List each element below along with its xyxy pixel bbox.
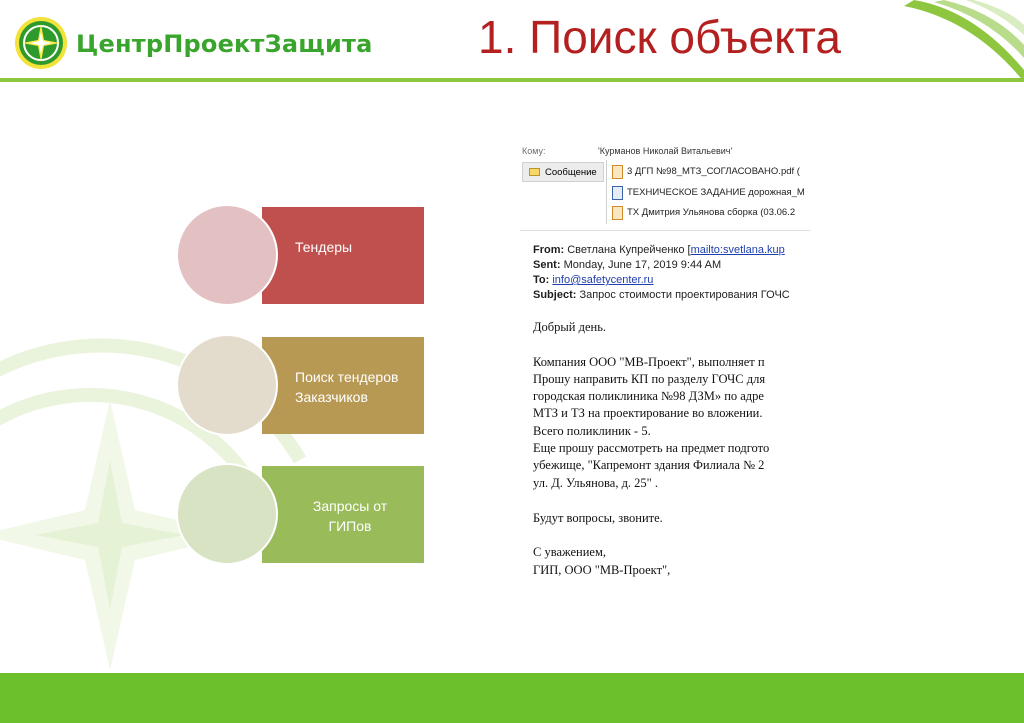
header-swoosh-decoration [904, 0, 1024, 82]
subject-label: Subject: [533, 289, 577, 301]
to-label: Кому: [522, 146, 546, 156]
email-body-line: ул. Д. Ульянова, д. 25" . [533, 476, 659, 490]
footer-bar [0, 673, 1024, 723]
process-card-customer-tenders [262, 337, 424, 434]
process-card-circle [176, 334, 278, 436]
attachment-name: ТХ Дмитрия Ульянова сборка (03.06.2 [627, 207, 796, 218]
sent-value: Monday, June 17, 2019 9:44 AM [563, 259, 722, 271]
email-to-line [533, 274, 653, 286]
to-value: 'Курманов Николай Витальевич' [598, 146, 733, 156]
from-value: Светлана Купрейченко [ [567, 244, 691, 256]
email-subject-line [533, 289, 790, 301]
email-header-divider [520, 230, 810, 231]
from-label: From: [533, 244, 565, 256]
email-recipient-row [522, 144, 810, 162]
email-body-line: Еще прошу рассмотреть на предмет подгото [533, 441, 770, 455]
process-card-label: Поиск тендеров Заказчиков [295, 369, 399, 405]
email-screenshot [520, 140, 810, 595]
email-body-line: Будут вопросы, звоните. [533, 511, 663, 525]
sent-label: Sent: [533, 259, 561, 271]
to2-label: To: [533, 274, 550, 286]
process-card-label: Тендеры [295, 239, 353, 255]
email-body-line: Прошу направить КП по разделу ГОЧС для [533, 372, 766, 386]
to-email-link[interactable]: info@safetycenter.ru [552, 274, 654, 286]
email-body-line: городская поликлиника №98 ДЗМ» по адре [533, 389, 764, 403]
email-body-line: МТЗ и ТЗ на проектирование во вложении. [533, 406, 763, 420]
subject-value: Запрос стоимости проектирования ГОЧС [579, 289, 790, 301]
company-logo-emblem-icon [14, 16, 68, 70]
page-title: 1. Поиск объекта [478, 11, 841, 63]
pdf-file-icon [612, 165, 623, 179]
email-body-line: Компания ООО "МВ-Проект", выполняет п [533, 355, 765, 369]
slide-header [0, 0, 1024, 82]
header-divider-line [0, 78, 1024, 82]
email-body-line: ГИП, ООО "МВ-Проект", [533, 563, 671, 577]
process-card-circle [176, 463, 278, 565]
email-from-line [533, 244, 785, 256]
email-body-line: убежище, "Капремонт здания Филиала № 2 [533, 458, 765, 472]
attachment-name: ТЕХНИЧЕСКОЕ ЗАДАНИЕ дорожная_М [627, 187, 805, 198]
message-tab[interactable] [522, 162, 604, 182]
envelope-icon [529, 168, 540, 176]
message-tab-label: Сообщение [545, 167, 597, 178]
word-file-icon [612, 186, 623, 200]
email-body-line: Всего поликлиник - 5. [533, 424, 651, 438]
process-card-circle [176, 204, 278, 306]
from-mailto-link[interactable]: mailto:svetlana.kup [690, 244, 785, 256]
attachment-name: 3 ДГП №98_МТЗ_СОГЛАСОВАНО.pdf ( [627, 166, 800, 177]
email-sent-line [533, 259, 721, 271]
process-card-tenders [262, 207, 424, 304]
company-logo-text: ЦентрПроектЗащита [76, 30, 373, 58]
pdf-file-icon [612, 206, 623, 220]
email-body-line: С уважением, [533, 545, 606, 559]
attachments-divider [606, 160, 607, 224]
email-body-line: Добрый день. [533, 320, 607, 334]
process-card-label: Запросы от ГИПов [312, 498, 388, 534]
process-card-gip-requests [262, 466, 424, 563]
